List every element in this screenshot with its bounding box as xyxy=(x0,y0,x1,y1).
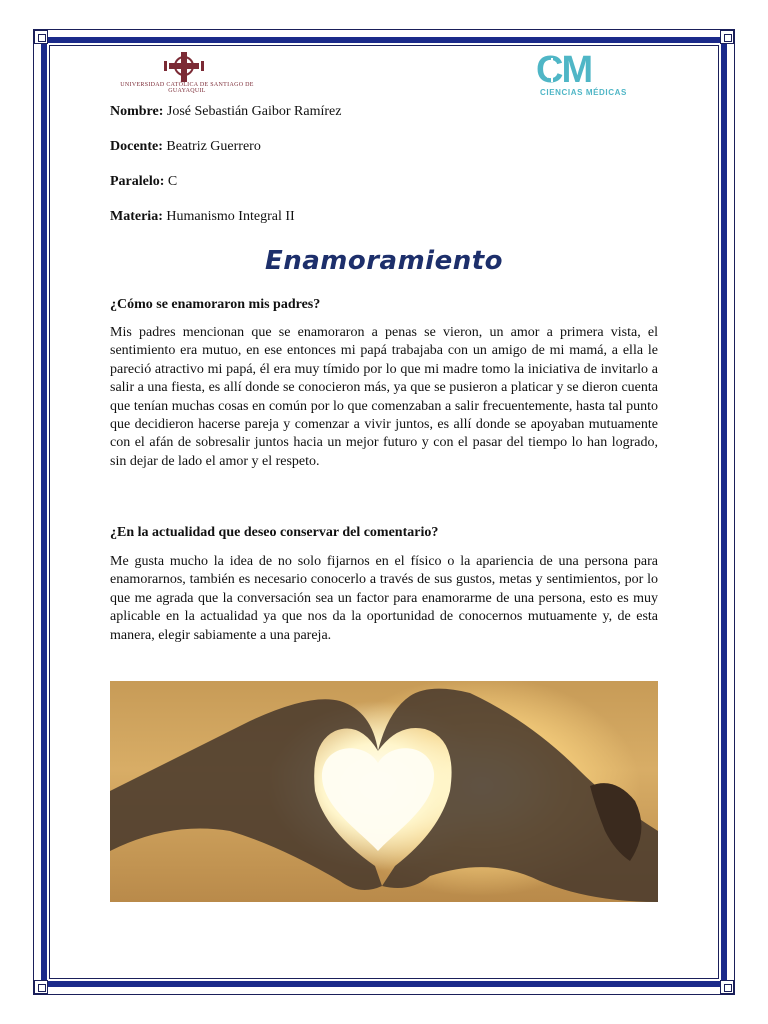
caduceus-icon xyxy=(544,56,560,84)
university-logo xyxy=(112,50,262,96)
field-value: C xyxy=(167,174,178,189)
field-docente xyxy=(110,139,261,155)
field-nombre xyxy=(110,104,341,120)
field-label: Paralelo: xyxy=(110,174,165,189)
border-corner-ornament xyxy=(34,30,48,44)
field-label: Nombre: xyxy=(110,104,164,119)
field-label: Docente: xyxy=(110,139,163,154)
faculty-subtitle: CIENCIAS MÉDICAS xyxy=(540,88,627,97)
heart-hands-illustration xyxy=(110,681,658,902)
field-label: Materia: xyxy=(110,209,163,224)
section-heading: ¿Cómo se enamoraron mis padres? xyxy=(110,297,321,312)
field-value: Beatriz Guerrero xyxy=(166,139,261,154)
field-value: José Sebastián Gaibor Ramírez xyxy=(166,104,342,119)
heart-hands-photo xyxy=(110,681,658,902)
university-name: UNIVERSIDAD CATÓLICA DE SANTIAGO DE GUAYAQUIL xyxy=(120,82,254,94)
field-value: Humanismo Integral II xyxy=(166,209,295,224)
faculty-logo xyxy=(536,49,648,98)
section-heading: ¿En la actualidad que deseo conservar del comentario? xyxy=(110,525,439,540)
border-corner-ornament xyxy=(720,980,734,994)
document-title: Enamoramiento xyxy=(264,246,504,276)
section-paragraph: Mis padres mencionan que se enamoraron a penas se vieron, un amor a primera vista, el sentimiento era mutuo, en ese entonces mi papá trabajaba con un amigo de mi mamá, a ella le pareció atractivo mi papá, él era muy tímido por lo que mi madre tomo la iniciativa de invitarlo a salir a una fiesta, es allí donde se conocieron más, ya que se pusieron a platicar y se dieron cuenta que tenían muchas cosas en común por lo que comenzaban a salir frecuentemente, hasta tal punto que decidieron hacerse pareja y comenzar a vivir juntos, es allí donde se apoyaban mutuamente con el afán de sobresalir juntos hacia un mejor futuro y con el pasar del tiempo lo han logrado, sin dejar de lado el amor y el respeto. xyxy=(110,325,658,469)
field-paralelo xyxy=(110,174,177,190)
section-paragraph: Me gusta mucho la idea de no solo fijarnos en el físico o la apariencia de una persona para enamorarnos, también es necesario conocerlo a través de sus gustos, metas y sentimientos, por lo que me agrada que la conversación sea un factor para enamorarme de una persona, esto es muy aplicable en la actualidad ya que nos da la oportunidad de conocernos mutuamente y, de esta manera, elegir sabiamente a una pareja. xyxy=(110,554,658,643)
faculty-mark: CM xyxy=(536,49,592,91)
cross-icon xyxy=(164,52,204,82)
border-corner-ornament xyxy=(720,30,734,44)
border-corner-ornament xyxy=(34,980,48,994)
field-materia xyxy=(110,209,295,225)
